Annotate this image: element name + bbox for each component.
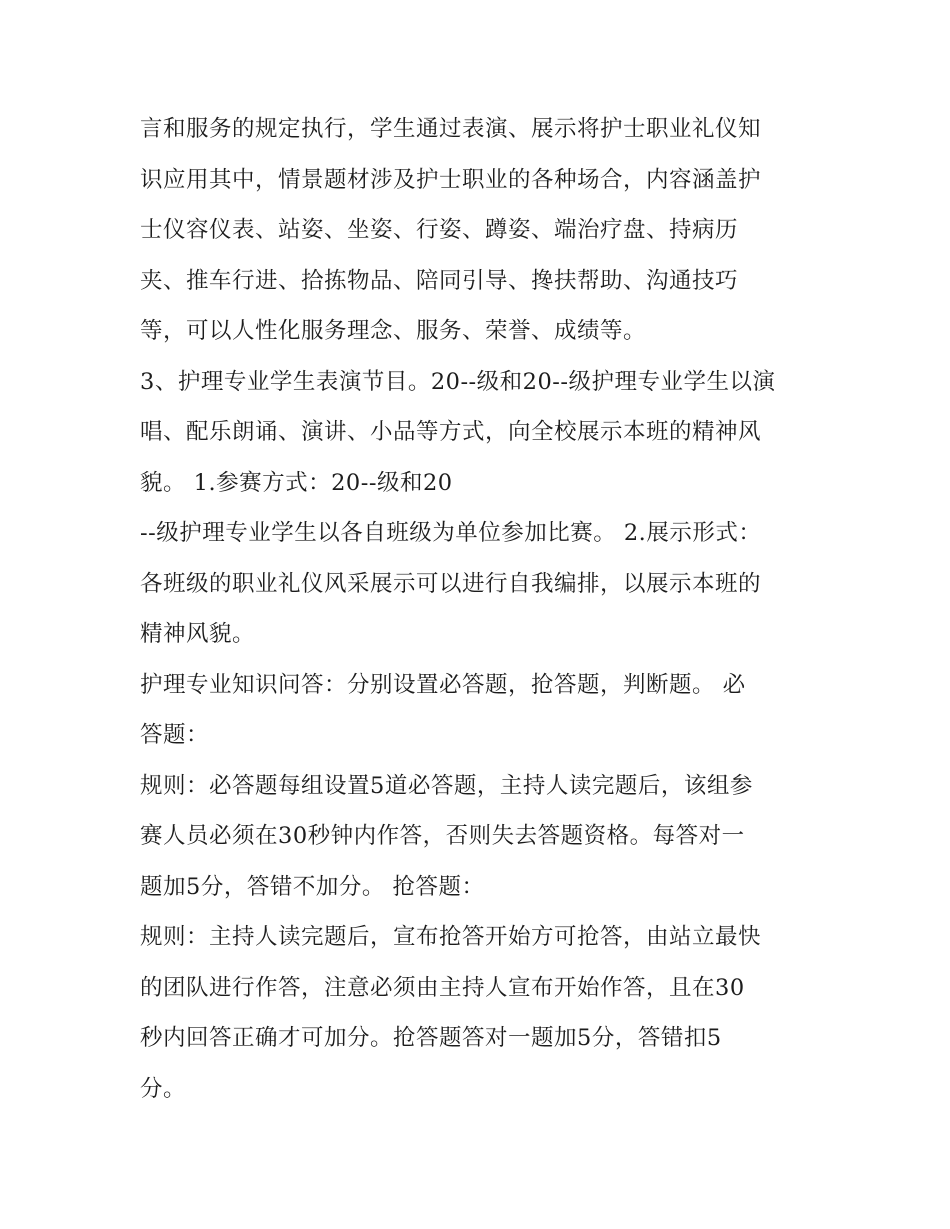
text-line: 精神风貌。 (140, 621, 256, 647)
text-line: 3、护理专业学生表演节目。20--级和20--级护理专业学生以演 (140, 368, 776, 395)
text-line: 夹、推车行进、拾拣物品、陪同引导、搀扶帮助、沟通技巧 (140, 267, 739, 294)
text-line: 分。 (140, 1075, 187, 1102)
text-line: 言和服务的规定执行，学生通过表演、展示将护士职业礼仪知 (140, 116, 762, 142)
text-line: 等，可以人性化服务理念、服务、荣誉、成绩等。 (140, 318, 647, 344)
text-line: 各班级的职业礼仪风采展示可以进行自我编排，以展示本班的 (140, 570, 762, 597)
body-text (140, 104, 820, 1114)
text-line: 识应用其中，情景题材涉及护士职业的各种场合，内容涵盖护 (140, 166, 762, 193)
text-line: 规则：必答题每组设置5道必答题，主持人读完题后，该组参 (140, 772, 753, 799)
text-line: 护理专业知识问答：分别设置必答题，抢答题，判断题。 必 (140, 671, 746, 698)
text-line: 的团队进行作答，注意必须由主持人宣布开始作答，且在30 (140, 974, 745, 1001)
text-line: --级护理专业学生以各自班级为单位参加比赛。 2.展示形式： (140, 520, 762, 546)
text-line: 貌。 1.参赛方式：20--级和20 (140, 469, 453, 496)
text-line: 题加5分，答错不加分。 抢答题： (140, 873, 485, 900)
text-line: 答题： (140, 722, 210, 748)
text-line: 唱、配乐朗诵、演讲、小品等方式，向全校展示本班的精神风 (140, 419, 762, 445)
text-line: 秒内回答正确才可加分。抢答题答对一题加5分，答错扣5 (140, 1025, 722, 1051)
text-line: 士仪容仪表、站姿、坐姿、行姿、蹲姿、端治疗盘、持病历 (140, 217, 739, 243)
text-line: 规则：主持人读完题后，宣布抢答开始方可抢答，由站立最快 (140, 924, 762, 950)
text-line: 赛人员必须在30秒钟内作答，否则失去答题资格。每答对一 (140, 823, 745, 849)
